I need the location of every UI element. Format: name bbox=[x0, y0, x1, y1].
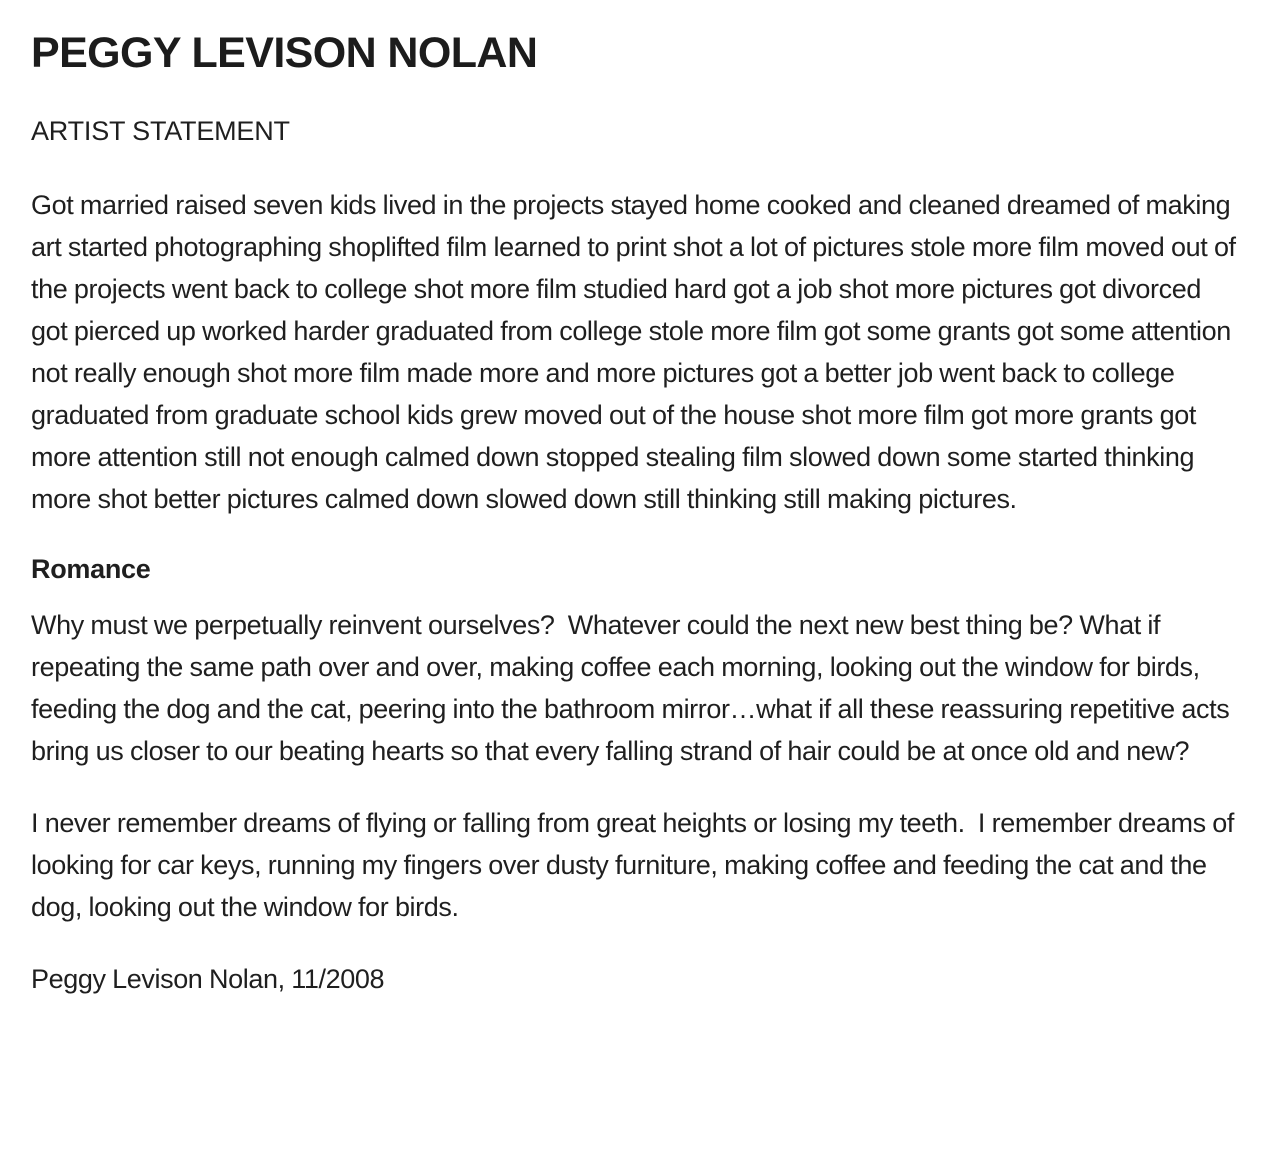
signature-line: Peggy Levison Nolan, 11/2008 bbox=[31, 964, 385, 994]
romance-paragraph-2: I never remember dreams of flying or falling from great heights or losing my teeth. I remember dreams of looking for car keys, running my fingers over dusty furniture, making coffee and feeding the cat and the dog, looking out the window for birds. bbox=[31, 808, 1241, 922]
artist-name-heading: PEGGY LEVISON NOLAN bbox=[31, 29, 538, 77]
romance-heading: Romance bbox=[31, 554, 151, 584]
romance-paragraph-1: Why must we perpetually reinvent ourselves? Whatever could the next new best thing be? What if repeating the same path over and over, making coffee each morning, looking out the window for birds, feeding the dog and the cat, peering into the bathroom mirror…what if all these reassuring repetitive acts bring us closer to our beating hearts so that every falling strand of hair could be at once old and new? bbox=[31, 610, 1236, 766]
artist-statement-label: ARTIST STATEMENT bbox=[31, 116, 290, 146]
statement-paragraph: Got married raised seven kids lived in the projects stayed home cooked and cleaned dreamed of making art started photographing shoplifted film learned to print shot a lot of pictures stole more film moved out of the projects went back to college shot more film studied hard got a job shot more pictures got divorced got pierced up worked harder graduated from college stole more film got some grants got some attention not really enough shot more film made more and more pictures got a better job went back to college graduated from graduate school kids grew moved out of the house shot more film got more grants got more attention still not enough calmed down stopped stealing film slowed down some started thinking more shot better pictures calmed down slowed down still thinking still making pictures. bbox=[31, 190, 1243, 514]
